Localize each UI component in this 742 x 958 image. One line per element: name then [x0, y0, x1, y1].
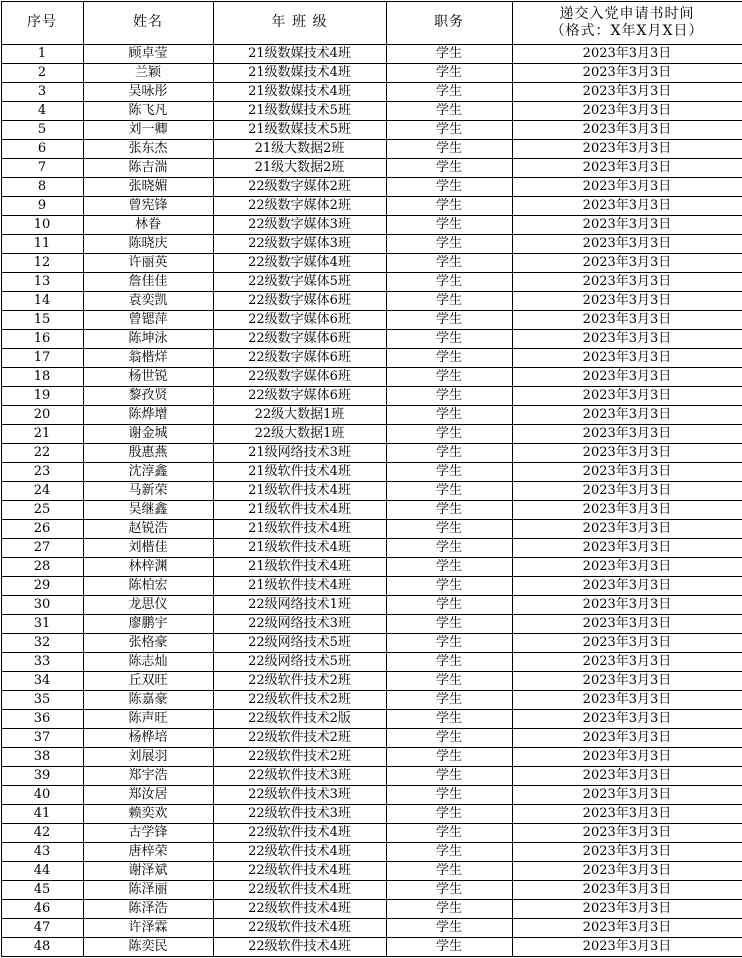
cell-name: 郑汝居	[83, 785, 213, 804]
header-row	[1, 1, 742, 44]
cell-seq: 28	[1, 557, 83, 576]
table-header	[1, 1, 742, 44]
cell-date: 2023年3月3日	[512, 234, 742, 253]
cell-seq: 21	[1, 424, 83, 443]
cell-date: 2023年3月3日	[512, 500, 742, 519]
cell-seq: 41	[1, 804, 83, 823]
cell-seq: 30	[1, 595, 83, 614]
table-row	[1, 215, 742, 234]
cell-class: 22级软件技术4班	[213, 861, 386, 880]
table-row	[1, 633, 742, 652]
table-row	[1, 101, 742, 120]
table-row	[1, 823, 742, 842]
table-row	[1, 595, 742, 614]
table-row	[1, 861, 742, 880]
cell-class: 22级数字媒体6班	[213, 310, 386, 329]
cell-seq: 27	[1, 538, 83, 557]
header-role: 职务	[386, 1, 512, 44]
table-row	[1, 82, 742, 101]
cell-date: 2023年3月3日	[512, 576, 742, 595]
cell-class: 21级软件技术4班	[213, 481, 386, 500]
cell-class: 22级数字媒体6班	[213, 348, 386, 367]
cell-class: 21级数媒技术4班	[213, 44, 386, 63]
cell-class: 22级软件技术4班	[213, 918, 386, 937]
cell-name: 兰颖	[83, 63, 213, 82]
cell-class: 21级网络技术3班	[213, 443, 386, 462]
cell-seq: 20	[1, 405, 83, 424]
cell-name: 古学锋	[83, 823, 213, 842]
cell-name: 翁楷烊	[83, 348, 213, 367]
cell-seq: 7	[1, 158, 83, 177]
cell-role: 学生	[386, 139, 512, 158]
cell-seq: 44	[1, 861, 83, 880]
cell-name: 陈飞凡	[83, 101, 213, 120]
header-seq: 序号	[1, 1, 83, 44]
table-row	[1, 500, 742, 519]
table-row	[1, 557, 742, 576]
table-row	[1, 386, 742, 405]
cell-date: 2023年3月3日	[512, 272, 742, 291]
header-name: 姓名	[83, 1, 213, 44]
cell-date: 2023年3月3日	[512, 462, 742, 481]
cell-name: 谢金城	[83, 424, 213, 443]
cell-name: 张格豪	[83, 633, 213, 652]
cell-date: 2023年3月3日	[512, 291, 742, 310]
cell-name: 郑宇浩	[83, 766, 213, 785]
cell-class: 21级软件技术4班	[213, 576, 386, 595]
cell-seq: 4	[1, 101, 83, 120]
cell-role: 学生	[386, 918, 512, 937]
cell-seq: 9	[1, 196, 83, 215]
cell-seq: 26	[1, 519, 83, 538]
cell-date: 2023年3月3日	[512, 880, 742, 899]
cell-name: 吴咏彤	[83, 82, 213, 101]
cell-role: 学生	[386, 880, 512, 899]
table-row	[1, 785, 742, 804]
cell-role: 学生	[386, 538, 512, 557]
cell-seq: 38	[1, 747, 83, 766]
header-date-format: （格式：X年X月X日）	[513, 23, 742, 40]
cell-date: 2023年3月3日	[512, 747, 742, 766]
table-row	[1, 937, 742, 956]
cell-date: 2023年3月3日	[512, 120, 742, 139]
cell-date: 2023年3月3日	[512, 557, 742, 576]
cell-class: 21级软件技术4班	[213, 538, 386, 557]
cell-class: 22级大数据1班	[213, 424, 386, 443]
cell-seq: 5	[1, 120, 83, 139]
cell-date: 2023年3月3日	[512, 63, 742, 82]
table-row	[1, 234, 742, 253]
cell-seq: 29	[1, 576, 83, 595]
table-row	[1, 842, 742, 861]
table-row	[1, 880, 742, 899]
table-row	[1, 348, 742, 367]
cell-seq: 42	[1, 823, 83, 842]
cell-name: 廖鹏宇	[83, 614, 213, 633]
cell-role: 学生	[386, 158, 512, 177]
cell-class: 22级软件技术4班	[213, 823, 386, 842]
cell-seq: 34	[1, 671, 83, 690]
cell-name: 袁奕凯	[83, 291, 213, 310]
cell-role: 学生	[386, 120, 512, 139]
cell-class: 22级软件技术2班	[213, 671, 386, 690]
table-row	[1, 747, 742, 766]
cell-date: 2023年3月3日	[512, 348, 742, 367]
cell-name: 刘楷佳	[83, 538, 213, 557]
cell-role: 学生	[386, 177, 512, 196]
cell-role: 学生	[386, 215, 512, 234]
cell-seq: 37	[1, 728, 83, 747]
cell-name: 龙思仪	[83, 595, 213, 614]
cell-name: 曾宪锋	[83, 196, 213, 215]
cell-seq: 24	[1, 481, 83, 500]
cell-class: 22级软件技术4班	[213, 899, 386, 918]
cell-date: 2023年3月3日	[512, 785, 742, 804]
table-row	[1, 709, 742, 728]
cell-class: 22级软件技术3班	[213, 785, 386, 804]
cell-seq: 46	[1, 899, 83, 918]
cell-name: 张晓媚	[83, 177, 213, 196]
cell-date: 2023年3月3日	[512, 481, 742, 500]
cell-class: 22级网络技术5班	[213, 633, 386, 652]
cell-class: 22级数字媒体4班	[213, 253, 386, 272]
cell-role: 学生	[386, 747, 512, 766]
cell-name: 黎孜贤	[83, 386, 213, 405]
cell-date: 2023年3月3日	[512, 766, 742, 785]
cell-date: 2023年3月3日	[512, 671, 742, 690]
header-class: 年 班 级	[213, 1, 386, 44]
cell-class: 21级数媒技术4班	[213, 82, 386, 101]
cell-role: 学生	[386, 386, 512, 405]
cell-class: 22级软件技术2班	[213, 728, 386, 747]
cell-role: 学生	[386, 576, 512, 595]
cell-name: 刘一卿	[83, 120, 213, 139]
cell-role: 学生	[386, 728, 512, 747]
cell-class: 21级软件技术4班	[213, 500, 386, 519]
table-row	[1, 329, 742, 348]
cell-seq: 18	[1, 367, 83, 386]
cell-class: 22级软件技术2版	[213, 709, 386, 728]
cell-role: 学生	[386, 481, 512, 500]
cell-date: 2023年3月3日	[512, 595, 742, 614]
cell-date: 2023年3月3日	[512, 139, 742, 158]
cell-seq: 48	[1, 937, 83, 956]
cell-name: 陈嘉豪	[83, 690, 213, 709]
cell-name: 赵锐浩	[83, 519, 213, 538]
table-row	[1, 158, 742, 177]
cell-role: 学生	[386, 557, 512, 576]
cell-seq: 32	[1, 633, 83, 652]
cell-class: 21级大数据2班	[213, 139, 386, 158]
cell-role: 学生	[386, 405, 512, 424]
cell-class: 21级大数据2班	[213, 158, 386, 177]
cell-seq: 47	[1, 918, 83, 937]
cell-seq: 16	[1, 329, 83, 348]
cell-class: 22级网络技术5班	[213, 652, 386, 671]
cell-role: 学生	[386, 348, 512, 367]
cell-name: 陈烨增	[83, 405, 213, 424]
cell-class: 22级大数据1班	[213, 405, 386, 424]
cell-seq: 14	[1, 291, 83, 310]
cell-role: 学生	[386, 766, 512, 785]
cell-name: 赖奕欢	[83, 804, 213, 823]
table-row	[1, 538, 742, 557]
cell-role: 学生	[386, 671, 512, 690]
cell-date: 2023年3月3日	[512, 538, 742, 557]
header-date	[512, 1, 742, 44]
cell-seq: 17	[1, 348, 83, 367]
cell-date: 2023年3月3日	[512, 44, 742, 63]
table-row	[1, 804, 742, 823]
table-row	[1, 310, 742, 329]
cell-role: 学生	[386, 82, 512, 101]
cell-name: 顾卓莹	[83, 44, 213, 63]
cell-date: 2023年3月3日	[512, 310, 742, 329]
cell-class: 21级数媒技术4班	[213, 63, 386, 82]
cell-date: 2023年3月3日	[512, 196, 742, 215]
cell-class: 21级软件技术4班	[213, 462, 386, 481]
cell-seq: 31	[1, 614, 83, 633]
cell-name: 刘展羽	[83, 747, 213, 766]
cell-seq: 23	[1, 462, 83, 481]
cell-role: 学生	[386, 690, 512, 709]
table-row	[1, 44, 742, 63]
cell-seq: 25	[1, 500, 83, 519]
cell-name: 马新荣	[83, 481, 213, 500]
cell-date: 2023年3月3日	[512, 918, 742, 937]
cell-name: 陈晓庆	[83, 234, 213, 253]
cell-role: 学生	[386, 443, 512, 462]
cell-class: 21级软件技术4班	[213, 557, 386, 576]
cell-class: 21级软件技术4班	[213, 519, 386, 538]
cell-role: 学生	[386, 63, 512, 82]
cell-role: 学生	[386, 500, 512, 519]
cell-date: 2023年3月3日	[512, 823, 742, 842]
cell-seq: 40	[1, 785, 83, 804]
table-row	[1, 272, 742, 291]
cell-name: 张东杰	[83, 139, 213, 158]
cell-role: 学生	[386, 234, 512, 253]
table-row	[1, 918, 742, 937]
cell-name: 唐梓荣	[83, 842, 213, 861]
cell-seq: 36	[1, 709, 83, 728]
cell-date: 2023年3月3日	[512, 728, 742, 747]
cell-class: 22级软件技术3班	[213, 804, 386, 823]
cell-date: 2023年3月3日	[512, 443, 742, 462]
cell-class: 22级数字媒体3班	[213, 215, 386, 234]
cell-name: 陈柏宏	[83, 576, 213, 595]
cell-date: 2023年3月3日	[512, 215, 742, 234]
table-row	[1, 177, 742, 196]
cell-seq: 10	[1, 215, 83, 234]
table-row	[1, 139, 742, 158]
cell-date: 2023年3月3日	[512, 82, 742, 101]
cell-class: 22级数字媒体3班	[213, 234, 386, 253]
cell-seq: 2	[1, 63, 83, 82]
cell-date: 2023年3月3日	[512, 424, 742, 443]
cell-seq: 11	[1, 234, 83, 253]
cell-date: 2023年3月3日	[512, 861, 742, 880]
table-row	[1, 120, 742, 139]
table-row	[1, 766, 742, 785]
cell-date: 2023年3月3日	[512, 633, 742, 652]
cell-date: 2023年3月3日	[512, 899, 742, 918]
cell-name: 陈志灿	[83, 652, 213, 671]
cell-class: 22级网络技术1班	[213, 595, 386, 614]
table-row	[1, 690, 742, 709]
cell-seq: 45	[1, 880, 83, 899]
cell-role: 学生	[386, 785, 512, 804]
cell-role: 学生	[386, 310, 512, 329]
cell-seq: 33	[1, 652, 83, 671]
cell-class: 21级数媒技术5班	[213, 120, 386, 139]
cell-seq: 1	[1, 44, 83, 63]
cell-name: 陈坤泳	[83, 329, 213, 348]
cell-date: 2023年3月3日	[512, 367, 742, 386]
cell-role: 学生	[386, 272, 512, 291]
cell-seq: 35	[1, 690, 83, 709]
cell-name: 谢泽斌	[83, 861, 213, 880]
table-row	[1, 367, 742, 386]
cell-name: 詹佳佳	[83, 272, 213, 291]
table-row	[1, 671, 742, 690]
cell-role: 学生	[386, 633, 512, 652]
cell-class: 22级数字媒体6班	[213, 367, 386, 386]
cell-role: 学生	[386, 291, 512, 310]
applicant-table	[1, 1, 742, 957]
cell-class: 22级软件技术3班	[213, 766, 386, 785]
header-date-title: 递交入党申请书时间	[513, 6, 742, 23]
cell-role: 学生	[386, 861, 512, 880]
cell-seq: 19	[1, 386, 83, 405]
table-row	[1, 519, 742, 538]
table-row	[1, 462, 742, 481]
cell-name: 林眷	[83, 215, 213, 234]
cell-role: 学生	[386, 367, 512, 386]
table-row	[1, 614, 742, 633]
cell-seq: 39	[1, 766, 83, 785]
cell-name: 杨桦培	[83, 728, 213, 747]
table-row	[1, 576, 742, 595]
cell-role: 学生	[386, 101, 512, 120]
cell-name: 陈泽浩	[83, 899, 213, 918]
cell-class: 22级数字媒体6班	[213, 291, 386, 310]
cell-name: 杨世锐	[83, 367, 213, 386]
table-body	[1, 44, 742, 956]
cell-date: 2023年3月3日	[512, 386, 742, 405]
cell-name: 殷惠燕	[83, 443, 213, 462]
cell-name: 陈泽丽	[83, 880, 213, 899]
table-row	[1, 481, 742, 500]
cell-name: 许丽英	[83, 253, 213, 272]
cell-date: 2023年3月3日	[512, 158, 742, 177]
cell-role: 学生	[386, 424, 512, 443]
cell-date: 2023年3月3日	[512, 709, 742, 728]
cell-date: 2023年3月3日	[512, 690, 742, 709]
cell-class: 22级软件技术4班	[213, 880, 386, 899]
table-row	[1, 291, 742, 310]
cell-role: 学生	[386, 899, 512, 918]
cell-name: 曾锶萍	[83, 310, 213, 329]
cell-name: 丘双旺	[83, 671, 213, 690]
cell-name: 陈吉湍	[83, 158, 213, 177]
cell-role: 学生	[386, 823, 512, 842]
cell-class: 22级数字媒体6班	[213, 329, 386, 348]
cell-date: 2023年3月3日	[512, 253, 742, 272]
cell-seq: 13	[1, 272, 83, 291]
cell-seq: 8	[1, 177, 83, 196]
cell-role: 学生	[386, 842, 512, 861]
cell-date: 2023年3月3日	[512, 804, 742, 823]
table-row	[1, 728, 742, 747]
table-row	[1, 424, 742, 443]
cell-seq: 3	[1, 82, 83, 101]
cell-role: 学生	[386, 253, 512, 272]
cell-date: 2023年3月3日	[512, 329, 742, 348]
cell-role: 学生	[386, 652, 512, 671]
table-row	[1, 63, 742, 82]
cell-seq: 43	[1, 842, 83, 861]
table-row	[1, 443, 742, 462]
cell-class: 22级数字媒体2班	[213, 177, 386, 196]
cell-role: 学生	[386, 595, 512, 614]
cell-class: 22级软件技术2班	[213, 690, 386, 709]
cell-class: 22级软件技术4班	[213, 937, 386, 956]
cell-seq: 15	[1, 310, 83, 329]
cell-role: 学生	[386, 462, 512, 481]
cell-date: 2023年3月3日	[512, 842, 742, 861]
cell-date: 2023年3月3日	[512, 937, 742, 956]
cell-role: 学生	[386, 614, 512, 633]
cell-class: 22级软件技术2班	[213, 747, 386, 766]
cell-class: 22级数字媒体2班	[213, 196, 386, 215]
table-row	[1, 652, 742, 671]
cell-date: 2023年3月3日	[512, 652, 742, 671]
table-row	[1, 196, 742, 215]
cell-role: 学生	[386, 937, 512, 956]
cell-date: 2023年3月3日	[512, 405, 742, 424]
cell-date: 2023年3月3日	[512, 101, 742, 120]
cell-seq: 6	[1, 139, 83, 158]
cell-date: 2023年3月3日	[512, 177, 742, 196]
cell-name: 吴继鑫	[83, 500, 213, 519]
cell-role: 学生	[386, 804, 512, 823]
cell-seq: 12	[1, 253, 83, 272]
cell-date: 2023年3月3日	[512, 614, 742, 633]
cell-class: 22级软件技术4班	[213, 842, 386, 861]
cell-name: 林梓渊	[83, 557, 213, 576]
cell-role: 学生	[386, 196, 512, 215]
cell-class: 21级数媒技术5班	[213, 101, 386, 120]
table-row	[1, 899, 742, 918]
cell-name: 沈淳鑫	[83, 462, 213, 481]
cell-role: 学生	[386, 709, 512, 728]
cell-name: 陈奕民	[83, 937, 213, 956]
cell-role: 学生	[386, 44, 512, 63]
cell-class: 22级数字媒体5班	[213, 272, 386, 291]
cell-class: 22级数字媒体6班	[213, 386, 386, 405]
table-row	[1, 405, 742, 424]
cell-name: 许泽霖	[83, 918, 213, 937]
cell-seq: 22	[1, 443, 83, 462]
table-row	[1, 253, 742, 272]
cell-date: 2023年3月3日	[512, 519, 742, 538]
cell-class: 22级网络技术3班	[213, 614, 386, 633]
cell-role: 学生	[386, 329, 512, 348]
cell-name: 陈声旺	[83, 709, 213, 728]
cell-role: 学生	[386, 519, 512, 538]
